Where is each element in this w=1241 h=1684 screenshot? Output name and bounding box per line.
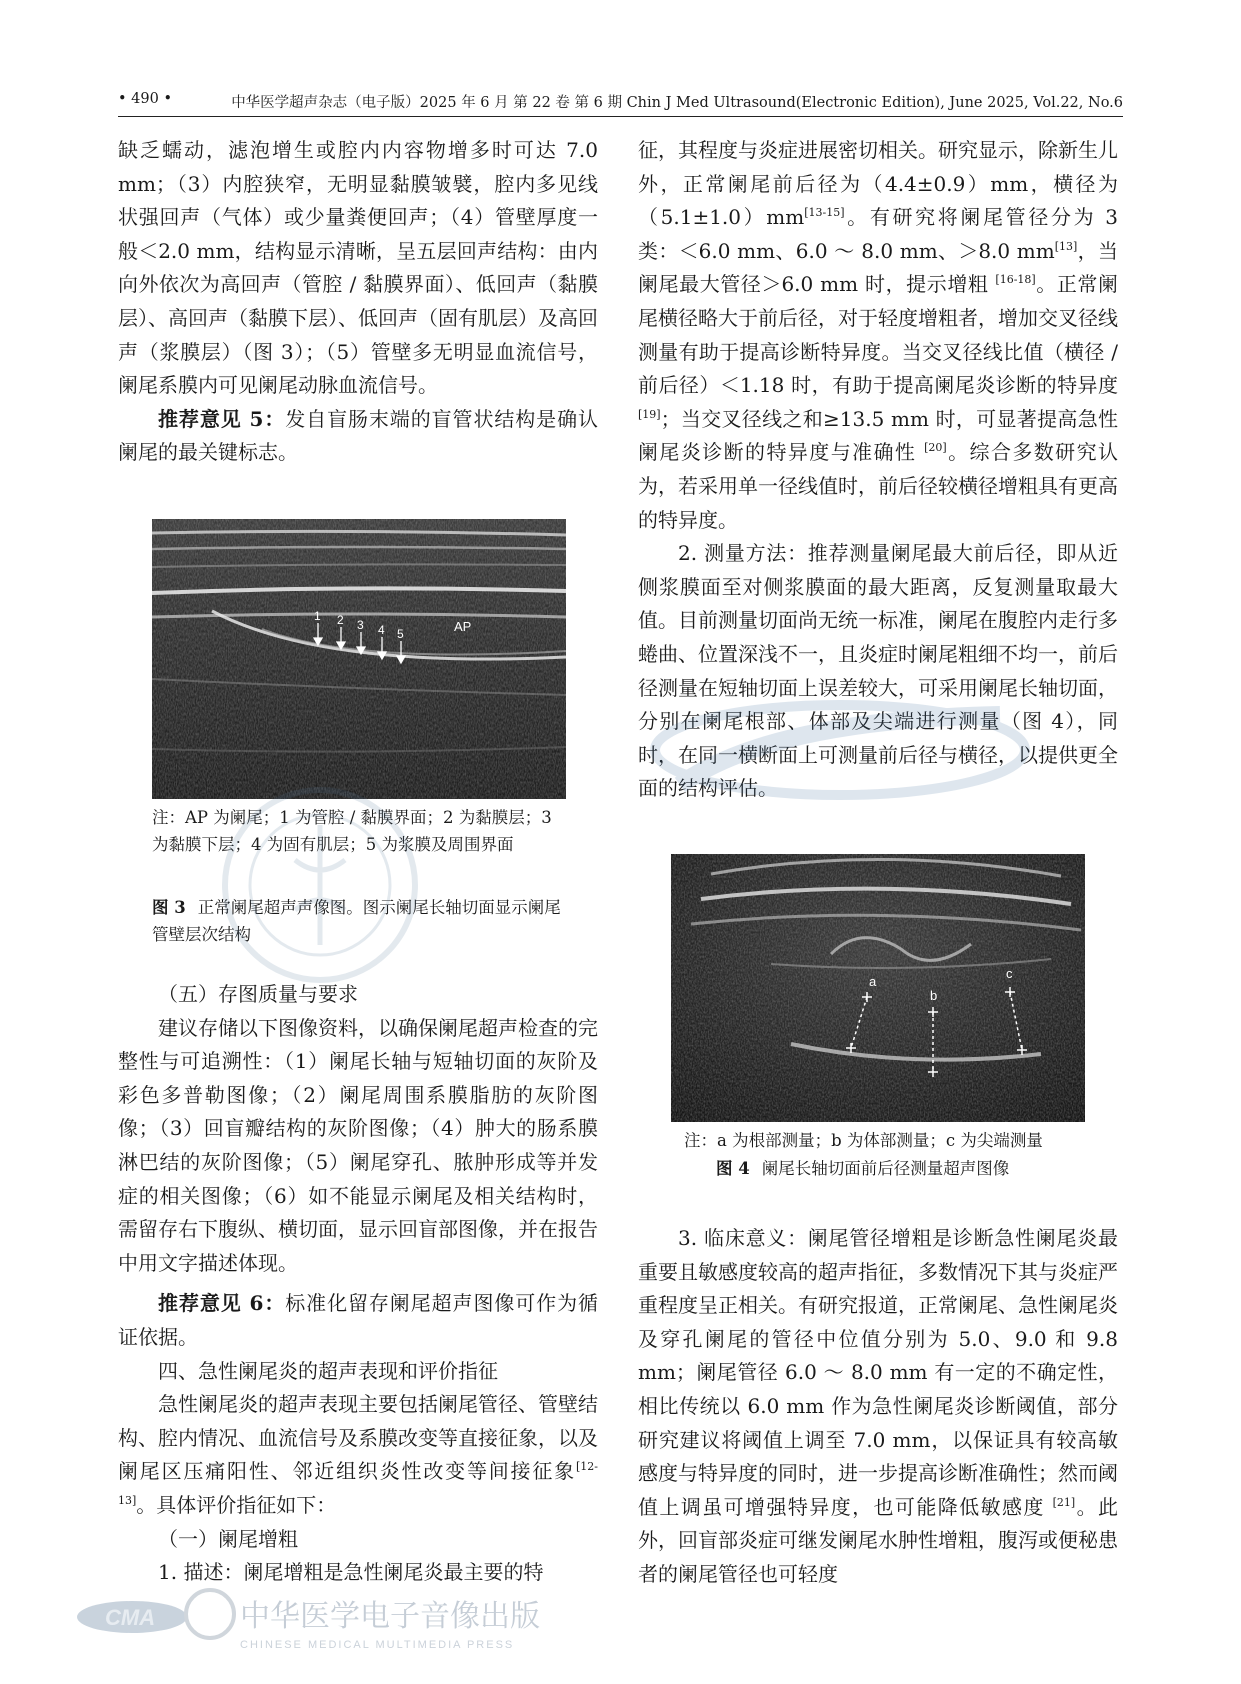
text: ，当阑尾最大管径＞6.0 mm 时，提示增粗 bbox=[638, 238, 1118, 297]
ultrasound-image bbox=[152, 519, 566, 799]
caption-label: 图 3 bbox=[152, 898, 186, 917]
paragraph: 缺乏蠕动，滤泡增生或腔内内容物增多时可达 7.0 mm；（3）内腔狭窄，无明显黏膜皱襞，腔内多见线状强回声（气体）或少量粪便回声；（4）管壁厚度一般＜2.0 mm，结构显示清晰，呈五层回声结构：由内向外依次为高回声（管腔 / 黏膜界面）、低回声（黏膜层）、高回声（黏膜下层）、低回声（固有肌层）及高回声（浆膜层）（图 3）；（5）管壁多无明显血流信号，阑尾系膜内可见阑尾动脉血流信号。 bbox=[118, 138, 598, 398]
figure-4-note: 注：a 为根部测量；b 为体部测量；c 为尖端测量 bbox=[684, 1131, 1043, 1150]
cma-logo-icon bbox=[70, 1584, 540, 1654]
citation: [13-15] bbox=[804, 206, 845, 220]
figure-4-ultrasound bbox=[671, 854, 1085, 1122]
citation: [13] bbox=[1054, 239, 1078, 253]
paragraph: 建议存储以下图像资料，以确保阑尾超声检查的完整性与可追溯性：（1）阑尾长轴与短轴切面的灰阶及彩色多普勒图像；（2）阑尾周围系膜脂肪的灰阶图像；（3）回盲瓣结构的灰阶图像；（4）肿大的肠系膜淋巴结的灰阶图像；（5）阑尾穿孔、脓肿形成等并发症的相关图像；（6）如不能显示阑尾及相关结构时，需留存右下腹纵、横切面，显示回盲部图像，并在报告中用文字描述体现。 bbox=[118, 1015, 598, 1275]
caption-text: 正常阑尾超声声像图。图示阑尾长轴切面显示阑尾管壁层次结构 bbox=[152, 898, 561, 944]
ultrasound-image bbox=[671, 854, 1085, 1122]
rec-label: 推荐意见 5： bbox=[158, 406, 286, 431]
left-column bbox=[118, 134, 598, 470]
paragraph: 1. 描述：阑尾增粗是急性阑尾炎最主要的特 bbox=[158, 1560, 544, 1585]
paragraph bbox=[638, 134, 1118, 537]
arrow-label-3: 3 bbox=[357, 618, 364, 632]
citation: [16-18] bbox=[995, 273, 1036, 287]
citation: [21] bbox=[1052, 1495, 1076, 1509]
journal-line: 中华医学超声杂志（电子版）2025 年 6 月 第 22 卷 第 6 期 Chin J Med Ultrasound(Electronic Edition), June 2025, Vol.22, No.6 bbox=[231, 95, 1123, 111]
text: 。综合多数研究认为，若采用单一径线值时，前后径较横径增粗具有更高的特异度。 bbox=[638, 440, 1119, 532]
recommendation-6 bbox=[118, 1287, 598, 1354]
paragraph bbox=[118, 1388, 598, 1522]
text: 征，其程度与炎症进展密切相关。研究显示，除新生儿外，正常阑尾前后径为（4.4±0.9）mm，横径为（5.1±1.0）mm bbox=[638, 138, 1118, 230]
paragraph bbox=[638, 1222, 1118, 1592]
caption-label: 图 4 bbox=[716, 1159, 750, 1178]
section-heading: （五）存图质量与要求 bbox=[158, 982, 358, 1006]
citation: [20] bbox=[924, 441, 947, 455]
text: 。正常阑尾横径略大于前后径，对于轻度增粗者，增加交叉径线测量有助于提高诊断特异度。当交叉径线比值（横径 / 前后径）＜1.18 时，有助于提高阑尾炎诊断的特异度 bbox=[638, 272, 1118, 398]
appendix-label: AP bbox=[454, 619, 472, 634]
left-column-lower bbox=[118, 978, 598, 1590]
recommendation-5 bbox=[118, 403, 598, 470]
text: ；当交叉径线之和≥13.5 mm 时，可显著提高急性阑尾炎诊断的特异度与准确性 bbox=[638, 406, 1118, 465]
right-column-lower bbox=[638, 1222, 1118, 1592]
arrow-label-4: 4 bbox=[378, 623, 385, 637]
measure-label-c: c bbox=[1006, 966, 1013, 981]
page-number: • 490 • bbox=[118, 91, 172, 107]
figure-4-caption bbox=[716, 1155, 1116, 1182]
footer-press-logo bbox=[70, 1584, 540, 1658]
paragraph-text: 急性阑尾炎的超声表现主要包括阑尾管径、管壁结构、腔内情况、血流信号及系膜改变等直接征象，以及阑尾区压痛阳性、邻近组织炎性改变等间接征象 bbox=[118, 1392, 598, 1484]
rec-text: 发自盲肠末端的盲管状结构是确认阑尾的最关键标志。 bbox=[118, 406, 598, 465]
right-column bbox=[638, 134, 1118, 806]
citation: [12-13] bbox=[118, 1460, 598, 1507]
paragraph: 2. 测量方法：推荐测量阑尾最大前后径，即从近侧浆膜面至对侧浆膜面的最大距离，反复测量取最大值。目前测量切面尚无统一标准，阑尾在腹腔内走行多蜷曲、位置深浅不一，且炎症时阑尾粗细不均一，前后径测量在短轴切面上误差较大，可采用阑尾长轴切面，分别在阑尾根部、体部及尖端进行测量（图 4），同时，在同一横断面上可测量前后径与横径，以提供更全面的结构评估。 bbox=[638, 541, 1118, 801]
text: 。有研究将阑尾管径分为 3 类：＜6.0 mm、6.0 ～ 8.0 mm、＞8.0 mm bbox=[638, 205, 1118, 263]
paragraph-end: 。具体评价指征如下： bbox=[136, 1492, 337, 1517]
figure-3-note: 注：AP 为阑尾；1 为管腔 / 黏膜界面；2 为黏膜层；3 为黏膜下层；4 为固有肌层；5 为浆膜及周围界面 bbox=[152, 808, 552, 854]
rec-label: 推荐意见 6： bbox=[158, 1291, 286, 1316]
press-name-en: CHINESE MEDICAL MULTIMEDIA PRESS bbox=[240, 1639, 515, 1651]
press-name: 中华医学电子音像出版社 bbox=[240, 1599, 540, 1634]
citation: [19] bbox=[638, 407, 661, 421]
arrow-label-1: 1 bbox=[314, 609, 321, 623]
caption-text: 阑尾长轴切面前后径测量超声图像 bbox=[761, 1159, 1010, 1178]
arrow-label-2: 2 bbox=[337, 613, 344, 627]
rec-text: 标准化留存阑尾超声图像可作为循证依据。 bbox=[118, 1291, 598, 1349]
figure-3-caption bbox=[152, 894, 566, 948]
figure-3-ultrasound bbox=[152, 519, 566, 799]
subsection-heading: （一）阑尾增粗 bbox=[158, 1526, 298, 1551]
section-heading: 四、急性阑尾炎的超声表现和评价指征 bbox=[158, 1358, 498, 1383]
text: 。此外，回盲部炎症可继发阑尾水肿性增粗，腹泻或便秘患者的阑尾管径也可轻度 bbox=[638, 1494, 1119, 1586]
measure-label-b: b bbox=[930, 988, 938, 1003]
logo-text: CMA bbox=[105, 1605, 156, 1630]
running-header bbox=[118, 88, 1123, 117]
text: 3. 临床意义：阑尾管径增粗是诊断急性阑尾炎最重要且敏感度较高的超声指征，多数情况下其与炎症严重程度呈正相关。有研究报道，正常阑尾、急性阑尾炎及穿孔阑尾的管径中位值分别为 5.0、9.0 和 9.8 mm；阑尾管径 6.0 ～ 8.0 mm 有一定的不确定性，相比传统以 6.0 mm 作为急性阑尾炎诊断阈值，部分研究建议将阈值上调至 7.0 mm，以保证具有较高敏感度与特异度的同时，进一步提高诊断准确性；然而阈值上调虽可增强特异度，也可能降低敏感度 bbox=[638, 1226, 1118, 1519]
arrow-label-5: 5 bbox=[397, 627, 404, 641]
measure-label-a: a bbox=[869, 974, 877, 989]
